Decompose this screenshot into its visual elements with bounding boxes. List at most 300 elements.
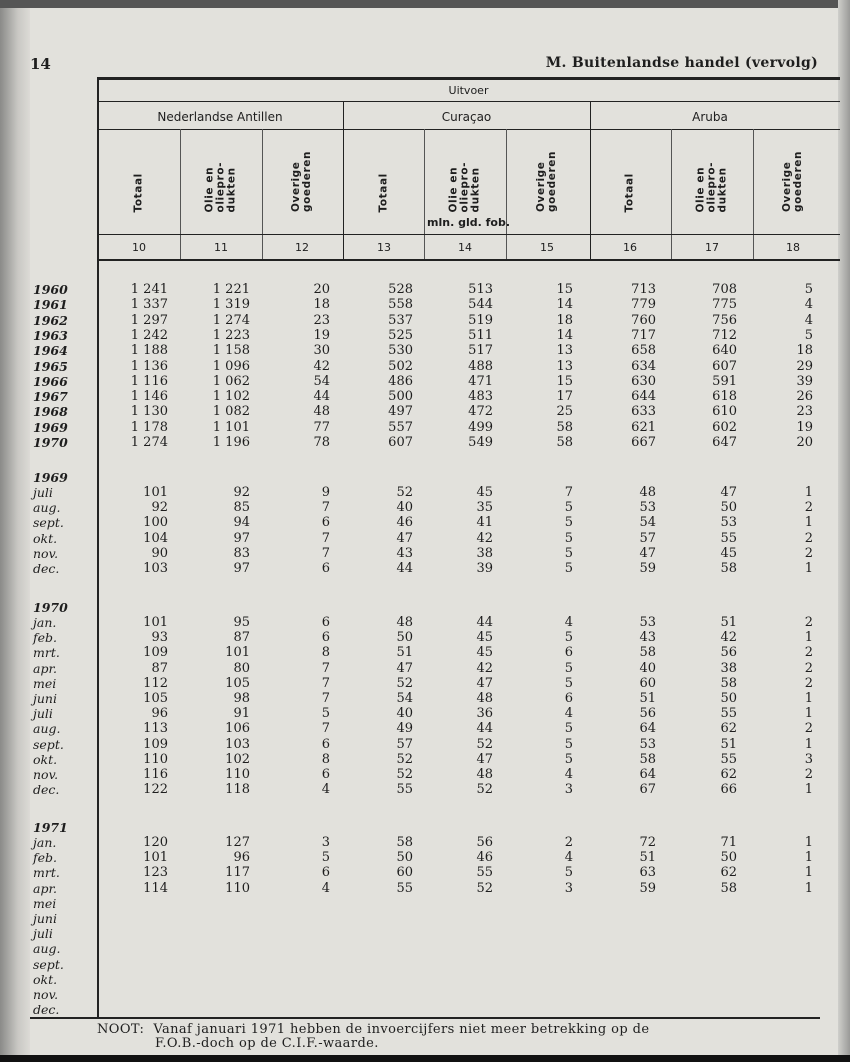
row-label: juni (33, 691, 57, 706)
cell-col-14: 44 (476, 615, 493, 630)
row-label: aug. (33, 721, 61, 737)
cell-col-13: 607 (388, 435, 413, 450)
column-number: 15 (540, 241, 554, 254)
row-label: nov. (33, 767, 59, 782)
cell-col-14: 472 (468, 404, 493, 420)
cell-col-16: 53 (639, 500, 656, 516)
cell-col-10: 116 (143, 767, 168, 782)
cell-col-16: 58 (639, 751, 656, 767)
cell-col-17: 55 (720, 751, 737, 767)
cell-col-12: 30 (313, 343, 330, 359)
cell-col-13: 48 (396, 615, 413, 630)
note-line-2: F.O.B.-doch op de C.I.F.-waarde. (155, 1036, 379, 1051)
cell-col-18: 19 (796, 419, 813, 435)
cell-col-17: 38 (720, 660, 737, 676)
cell-col-17: 55 (720, 530, 737, 546)
rule (97, 129, 840, 130)
cell-col-12: 6 (321, 615, 330, 630)
table-row (0, 941, 850, 956)
table-row (0, 1002, 850, 1017)
row-label: mei (33, 675, 57, 691)
cell-col-13: 40 (396, 500, 413, 516)
cell-col-15: 14 (556, 327, 573, 343)
cell-col-18: 1 (804, 835, 813, 850)
table-row (0, 531, 850, 546)
table-row (0, 972, 850, 987)
table-row (0, 645, 850, 660)
header-main: Uitvoer (448, 84, 489, 97)
column-header-1 (134, 132, 145, 212)
column-header-line: Olie en (203, 166, 216, 212)
cell-col-17: 71 (720, 835, 737, 850)
column-header-line: oliepro- (705, 161, 718, 212)
cell-col-11: 105 (225, 675, 250, 691)
cell-col-17: 756 (712, 312, 737, 328)
cell-col-17: 50 (720, 691, 737, 706)
cell-col-12: 3 (321, 835, 330, 850)
table-row (0, 706, 850, 721)
cell-col-10: 1 337 (130, 297, 168, 313)
table-row (0, 911, 850, 926)
column-header-line: Overige (535, 161, 547, 212)
cell-col-11: 106 (225, 721, 250, 737)
cell-col-14: 471 (468, 373, 493, 389)
cell-col-11: 96 (233, 850, 250, 866)
cell-col-14: 55 (476, 865, 493, 881)
cell-col-14: 42 (476, 530, 493, 546)
cell-col-14: 42 (476, 660, 493, 676)
cell-col-18: 1 (804, 630, 813, 646)
cell-col-11: 91 (233, 706, 250, 722)
table-row (0, 374, 850, 389)
cell-col-13: 51 (396, 645, 413, 661)
cell-col-11: 102 (225, 751, 250, 767)
cell-col-11: 1 221 (212, 282, 250, 297)
cell-col-10: 123 (143, 865, 168, 881)
row-label: sept. (33, 736, 64, 752)
cell-col-18: 2 (804, 615, 813, 630)
cell-col-16: 633 (631, 404, 656, 420)
cell-col-11: 1 319 (212, 297, 250, 313)
cell-col-13: 60 (396, 865, 413, 881)
row-label: nov. (33, 987, 59, 1002)
row-label: mrt. (33, 645, 60, 661)
cell-col-18: 1 (804, 485, 813, 500)
cell-col-11: 1 102 (212, 389, 250, 405)
cell-col-11: 1 101 (212, 419, 250, 435)
cell-col-10: 101 (143, 850, 168, 866)
row-label: jan. (33, 615, 57, 630)
cell-col-12: 5 (321, 706, 330, 722)
cell-col-10: 1 241 (130, 282, 168, 297)
cell-col-15: 5 (564, 545, 573, 561)
cell-col-17: 640 (712, 343, 737, 359)
cell-col-17: 42 (720, 630, 737, 646)
cell-col-12: 48 (313, 404, 330, 420)
column-header-4 (379, 132, 390, 212)
cell-col-17: 62 (720, 767, 737, 782)
cell-col-12: 8 (321, 645, 330, 661)
column-rule (671, 129, 672, 260)
cell-col-18: 18 (796, 343, 813, 359)
cell-col-18: 2 (804, 660, 813, 676)
cell-col-17: 618 (712, 389, 737, 405)
cell-col-14: 45 (476, 485, 493, 500)
row-label: dec. (33, 1002, 60, 1018)
row-label: okt. (33, 751, 58, 767)
column-header-line: Totaal (377, 172, 390, 212)
cell-col-17: 607 (712, 358, 737, 374)
cell-col-17: 51 (720, 736, 737, 752)
cell-col-16: 43 (639, 630, 656, 646)
cell-col-10: 114 (143, 880, 168, 896)
cell-col-14: 511 (468, 327, 493, 343)
table-row (0, 561, 850, 576)
cell-col-15: 17 (556, 389, 573, 405)
cell-col-11: 103 (225, 736, 250, 752)
table-row (0, 850, 850, 865)
cell-col-16: 64 (639, 767, 656, 782)
column-header-2 (205, 132, 238, 212)
table-row (0, 767, 850, 782)
column-header-9 (782, 132, 804, 212)
cell-col-13: 50 (396, 630, 413, 646)
cell-col-13: 52 (396, 675, 413, 691)
row-label: aug. (33, 500, 61, 516)
cell-col-13: 530 (388, 343, 413, 359)
cell-col-12: 78 (313, 435, 330, 450)
cell-col-12: 7 (321, 691, 330, 706)
cell-col-11: 117 (225, 865, 250, 881)
cell-col-14: 48 (476, 767, 493, 782)
cell-col-16: 59 (639, 880, 656, 896)
table-row (0, 389, 850, 404)
cell-col-11: 97 (233, 561, 250, 576)
cell-col-17: 712 (712, 327, 737, 343)
cell-col-16: 53 (639, 615, 656, 630)
cell-col-12: 6 (321, 515, 330, 531)
cell-col-16: 56 (639, 706, 656, 722)
cell-col-15: 5 (564, 721, 573, 737)
column-number: 12 (295, 241, 309, 254)
cell-col-14: 488 (468, 358, 493, 374)
cell-col-11: 101 (225, 645, 250, 661)
cell-col-17: 647 (712, 435, 737, 450)
cell-col-18: 1 (804, 736, 813, 752)
table-row (0, 500, 850, 515)
cell-col-11: 1 158 (212, 343, 250, 359)
row-label: feb. (33, 630, 57, 646)
cell-col-11: 80 (233, 660, 250, 676)
table-row (0, 835, 850, 850)
row-label: mei (33, 895, 57, 911)
cell-col-18: 1 (804, 782, 813, 798)
cell-col-15: 6 (564, 645, 573, 661)
cell-col-16: 760 (631, 312, 656, 328)
row-label: juli (33, 485, 53, 500)
cell-col-10: 1 188 (130, 343, 168, 359)
group-curacao: Curaçao (441, 110, 492, 124)
cell-col-17: 58 (720, 675, 737, 691)
cell-col-16: 644 (631, 389, 656, 405)
cell-col-13: 55 (396, 782, 413, 798)
table-row (0, 691, 850, 706)
cell-col-18: 2 (804, 645, 813, 661)
table-row (0, 630, 850, 645)
cell-col-10: 101 (143, 485, 168, 500)
cell-col-13: 502 (388, 358, 413, 374)
group-rule (590, 101, 591, 261)
cell-col-14: 544 (468, 297, 493, 313)
column-header-6 (536, 132, 558, 212)
cell-col-14: 499 (468, 419, 493, 435)
column-header-line: Olie en (694, 166, 707, 212)
cell-col-15: 58 (556, 435, 573, 450)
table-row (0, 782, 850, 797)
column-rule (506, 129, 507, 260)
cell-col-13: 486 (388, 373, 413, 389)
column-header-line: dukten (225, 166, 238, 212)
column-header-7 (625, 132, 636, 212)
cell-col-11: 1 062 (212, 373, 250, 389)
cell-col-14: 44 (476, 721, 493, 737)
cell-col-17: 58 (720, 880, 737, 896)
cell-col-15: 13 (556, 358, 573, 374)
cell-col-14: 519 (468, 312, 493, 328)
column-header-5 (449, 132, 482, 212)
row-label: juli (33, 706, 53, 722)
cell-col-15: 15 (556, 282, 573, 297)
cell-col-18: 3 (804, 751, 813, 767)
cell-col-16: 658 (631, 343, 656, 359)
cell-col-13: 52 (396, 767, 413, 782)
cell-col-16: 630 (631, 373, 656, 389)
cell-col-14: 41 (476, 515, 493, 531)
unit-label: mln. gld. fob. (427, 216, 510, 229)
cell-col-13: 40 (396, 706, 413, 722)
cell-col-15: 5 (564, 751, 573, 767)
column-number: 13 (377, 241, 391, 254)
cell-col-18: 2 (804, 721, 813, 737)
column-header-3 (291, 132, 313, 212)
column-header-8 (696, 132, 729, 212)
cell-col-12: 4 (321, 782, 330, 798)
cell-col-17: 62 (720, 721, 737, 737)
cell-col-18: 1 (804, 515, 813, 531)
cell-col-12: 5 (321, 850, 330, 866)
cell-col-11: 1 274 (212, 312, 250, 328)
cell-col-13: 52 (396, 751, 413, 767)
column-rule (424, 129, 425, 260)
cell-col-12: 6 (321, 736, 330, 752)
cell-col-16: 667 (631, 435, 656, 450)
table-row (0, 957, 850, 972)
table-row (0, 297, 850, 312)
cell-col-13: 525 (388, 327, 413, 343)
cell-col-15: 3 (564, 880, 573, 896)
cell-col-15: 25 (556, 404, 573, 420)
group-aruba: Aruba (692, 110, 728, 124)
cell-col-12: 9 (321, 485, 330, 500)
table-row (0, 926, 850, 941)
table-row (0, 865, 850, 880)
cell-col-10: 92 (151, 500, 168, 516)
group-rule (343, 101, 344, 261)
cell-col-13: 558 (388, 297, 413, 313)
row-label: okt. (33, 971, 58, 987)
row-label: 1970 (33, 600, 68, 615)
cell-col-14: 52 (476, 782, 493, 798)
cell-col-18: 1 (804, 561, 813, 576)
column-header-line: Overige (781, 161, 793, 212)
column-rule (262, 129, 263, 260)
cell-col-10: 1 116 (130, 373, 168, 389)
column-header-line: Olie en (447, 166, 460, 212)
cell-col-14: 35 (476, 500, 493, 516)
column-rule (753, 129, 754, 260)
cell-col-15: 5 (564, 736, 573, 752)
row-label: 1966 (33, 373, 68, 389)
cell-col-11: 97 (233, 530, 250, 546)
cell-col-12: 54 (313, 373, 330, 389)
cell-col-16: 717 (631, 327, 656, 343)
cell-col-12: 23 (313, 312, 330, 328)
cell-col-16: 60 (639, 675, 656, 691)
cell-col-16: 72 (639, 835, 656, 850)
cell-col-11: 110 (225, 880, 250, 896)
cell-col-14: 46 (476, 850, 493, 866)
row-label: dec. (33, 782, 60, 798)
cell-col-17: 708 (712, 282, 737, 297)
table-row (0, 661, 850, 676)
column-number: 14 (458, 241, 472, 254)
cell-col-13: 57 (396, 736, 413, 752)
cell-col-15: 5 (564, 561, 573, 576)
cell-col-15: 6 (564, 691, 573, 706)
cell-col-12: 6 (321, 561, 330, 576)
cell-col-11: 83 (233, 545, 250, 561)
cell-col-10: 113 (143, 721, 168, 737)
cell-col-17: 602 (712, 419, 737, 435)
cell-col-12: 42 (313, 358, 330, 374)
row-label: sept. (33, 956, 64, 972)
cell-col-18: 20 (796, 435, 813, 450)
cell-col-15: 5 (564, 660, 573, 676)
row-label: 1967 (33, 389, 68, 405)
cell-col-10: 109 (143, 736, 168, 752)
row-label: 1964 (33, 343, 68, 359)
cell-col-15: 13 (556, 343, 573, 359)
cell-col-10: 1 274 (130, 435, 168, 450)
cell-col-10: 1 297 (130, 312, 168, 328)
cell-col-16: 51 (639, 850, 656, 866)
cell-col-12: 20 (313, 282, 330, 297)
cell-col-17: 591 (712, 373, 737, 389)
cell-col-10: 103 (143, 561, 168, 576)
cell-col-18: 26 (796, 389, 813, 405)
cell-col-11: 94 (233, 515, 250, 531)
group-nederlandse-antillen: Nederlandse Antillen (157, 110, 283, 124)
cell-col-16: 48 (639, 485, 656, 500)
cell-col-15: 4 (564, 706, 573, 722)
column-header-line: dukten (469, 166, 482, 212)
cell-col-17: 56 (720, 645, 737, 661)
cell-col-14: 45 (476, 630, 493, 646)
cell-col-12: 6 (321, 630, 330, 646)
cell-col-10: 109 (143, 645, 168, 661)
cell-col-10: 1 130 (130, 404, 168, 420)
cell-col-18: 1 (804, 691, 813, 706)
cell-col-12: 18 (313, 297, 330, 313)
cell-col-13: 55 (396, 880, 413, 896)
cell-col-11: 1 096 (212, 358, 250, 374)
cell-col-16: 57 (639, 530, 656, 546)
cell-col-15: 5 (564, 675, 573, 691)
note-label: NOOT: (97, 1022, 145, 1037)
cell-col-14: 517 (468, 343, 493, 359)
cell-col-18: 5 (804, 327, 813, 343)
table-row (0, 676, 850, 691)
cell-col-11: 85 (233, 500, 250, 516)
cell-col-18: 1 (804, 706, 813, 722)
cell-col-15: 5 (564, 515, 573, 531)
column-header-line: Totaal (132, 172, 145, 212)
table-row (0, 546, 850, 561)
cell-col-11: 118 (225, 782, 250, 798)
table-row (0, 752, 850, 767)
row-label: jan. (33, 835, 57, 850)
cell-col-14: 513 (468, 282, 493, 297)
cell-col-13: 50 (396, 850, 413, 866)
row-label: 1962 (33, 312, 68, 328)
cell-col-13: 43 (396, 545, 413, 561)
cell-col-10: 122 (143, 782, 168, 798)
cell-col-15: 58 (556, 419, 573, 435)
cell-col-17: 62 (720, 865, 737, 881)
cell-col-13: 58 (396, 835, 413, 850)
cell-col-12: 8 (321, 751, 330, 767)
table-row (0, 343, 850, 358)
cell-col-10: 90 (151, 545, 168, 561)
column-number: 16 (623, 241, 637, 254)
cell-col-12: 7 (321, 500, 330, 516)
cell-col-18: 5 (804, 282, 813, 297)
cell-col-16: 779 (631, 297, 656, 313)
cell-col-12: 77 (313, 419, 330, 435)
footnote (97, 1023, 649, 1051)
cell-col-16: 63 (639, 865, 656, 881)
cell-col-13: 500 (388, 389, 413, 405)
cell-col-11: 110 (225, 767, 250, 782)
cell-col-11: 87 (233, 630, 250, 646)
column-number: 18 (786, 241, 800, 254)
cell-col-18: 2 (804, 500, 813, 516)
year-heading (0, 820, 850, 835)
cell-col-10: 100 (143, 515, 168, 531)
cell-col-13: 528 (388, 282, 413, 297)
cell-col-14: 483 (468, 389, 493, 405)
row-label: 1960 (33, 282, 68, 297)
cell-col-18: 2 (804, 545, 813, 561)
cell-col-17: 53 (720, 515, 737, 531)
cell-col-13: 497 (388, 404, 413, 420)
cell-col-18: 4 (804, 312, 813, 328)
cell-col-13: 49 (396, 721, 413, 737)
running-title: M. Buitenlandse handel (vervolg) (545, 55, 818, 71)
table-row (0, 881, 850, 896)
row-label: apr. (33, 880, 58, 896)
cell-col-18: 29 (796, 358, 813, 374)
